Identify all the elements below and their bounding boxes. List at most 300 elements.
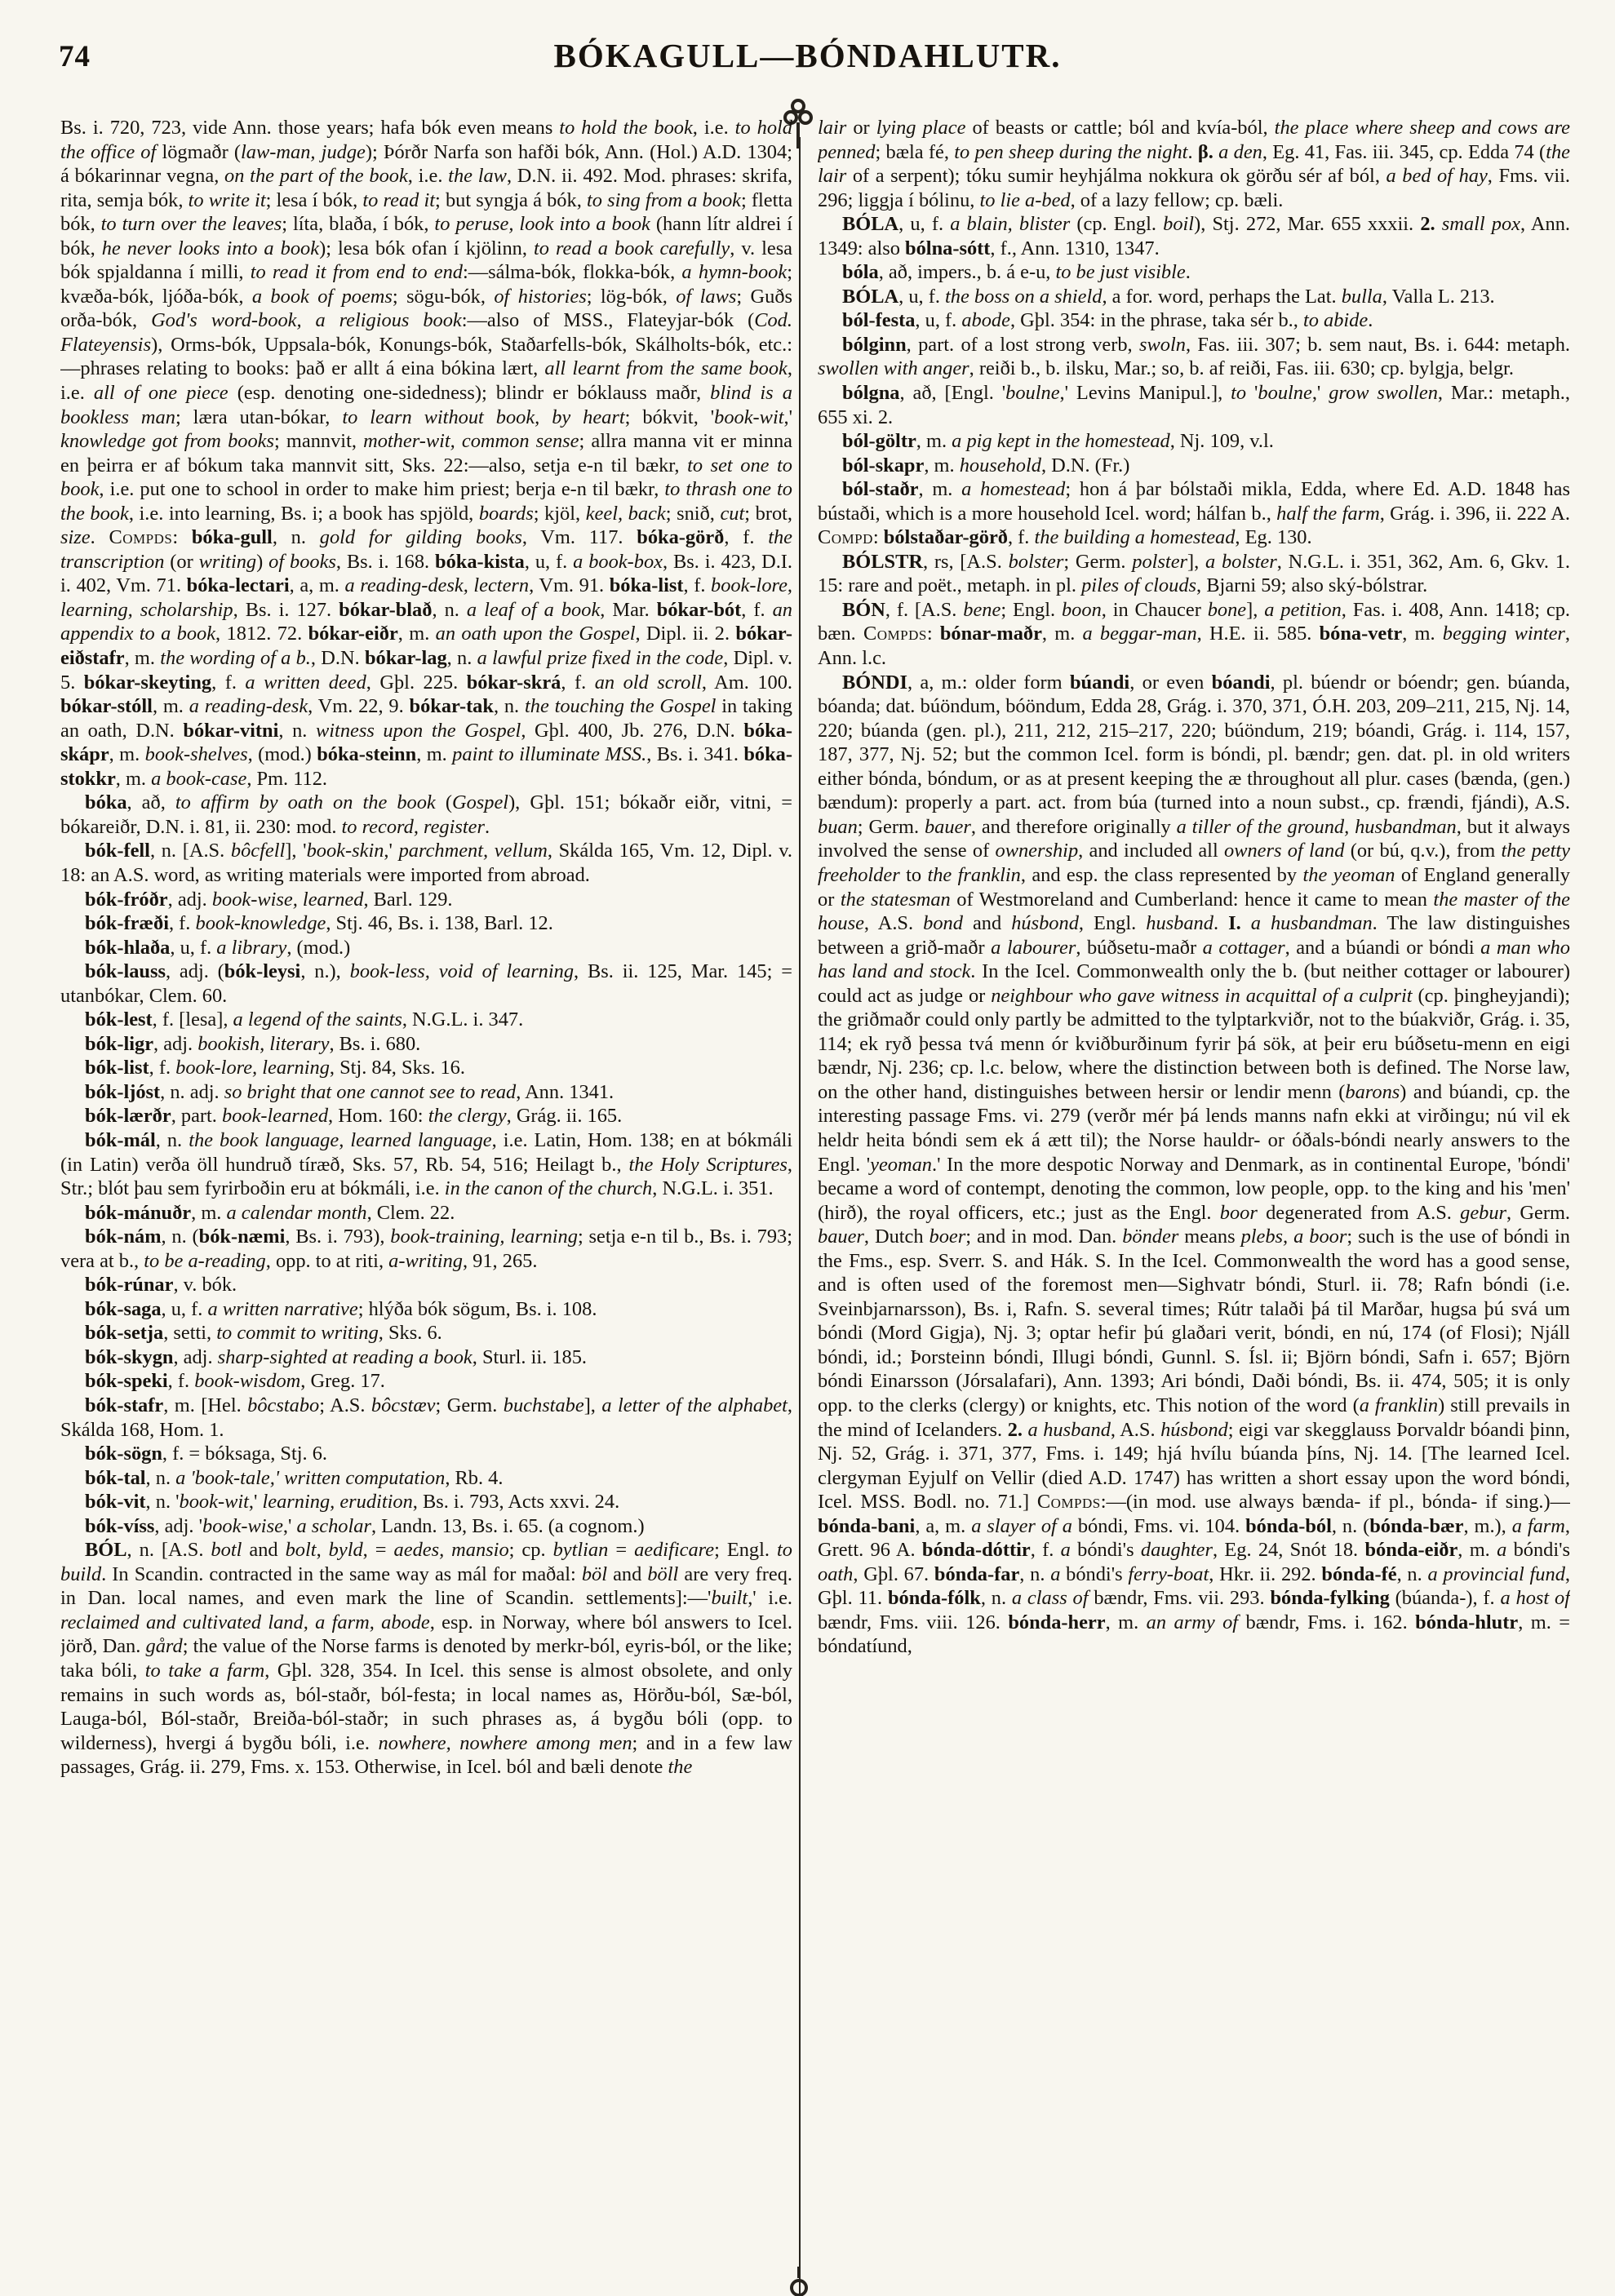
gloss-text: the Holy Scriptures [628,1153,788,1176]
headword: bónda-herr [1008,1611,1106,1633]
headword: I. [1228,912,1241,935]
entry-paragraph: bók-lærðr, part. book-learned, Hom. 160: the clergy, Grág. ii. 165. [85,1105,623,1128]
entry-paragraph: bók-speki, f. book-wisdom, Greg. 17. [85,1370,385,1393]
headword: bók-fræði [85,912,169,935]
gloss-text: household [959,454,1041,476]
entry-paragraph: BÓN, f. [A.S. bene; Engl. boon, in Chaucer bone], a petition, Fas. i. 408, Ann. 1418; cp. bæn. Compds: bónar-maðr, m. a beggar-man, H.E. ii. 585. bóna-vetr, m. begging winter, Ann. l.c. [818,598,1570,670]
gloss-text: a hymn-book [681,261,788,284]
gloss-text: keel, back [585,502,666,525]
gloss-text: a [1497,1539,1507,1562]
entry-paragraph: ból-festa, u, f. abode, Gþl. 354: in the phrase, taka sér b., to abide. [842,309,1373,332]
gloss-text: mother-wit, common sense [363,430,579,453]
headword: ból-skapr [842,454,925,476]
gloss-text: of laws [676,285,737,308]
headword: bókar-bót [656,598,742,621]
gloss-text: a scholar [296,1514,371,1537]
compds-label: Compds [109,526,173,549]
gloss-text: the yeoman [1302,863,1395,886]
gloss-text: a [1060,1539,1071,1562]
gloss-text: the boss on a shield [945,285,1103,308]
compds-label: Compds [863,623,927,645]
gloss-text: grow swollen [1329,382,1438,405]
entry-paragraph: BÓLSTR, rs, [A.S. bolster; Germ. polster], a bolster, N.G.L. i. 351, 362, Am. 6, Gkv. 1. 15: rare and poët., metaph. in pl. piles of clouds, Bjarni 59; also ský-bólstrar. [818,550,1570,597]
gloss-text: the clergy [428,1105,507,1128]
gloss-text: húsbond [1160,1418,1228,1441]
headword: bókar-tak [409,695,494,718]
gloss-text: a farm [1511,1514,1565,1537]
gloss-text: bone [1207,598,1247,621]
gloss-text: on the part of the book [224,165,408,188]
entry-paragraph: bólginn, part. of a lost strong verb, swoln, Fas. iii. 307; b. sem naut, Bs. i. 644: metaph. swollen with anger, reiði b., b. ilsku, Mar.; so, b. af reiði, Fas. iii. 630; cp. bylgja, belgr. [818,333,1570,380]
gloss-text: book-wit [714,406,784,428]
gloss-text: Gospel [451,791,509,814]
gloss-text: boon [1061,598,1102,621]
gloss-text: to write it [188,188,266,211]
headword: bók-rúnar [85,1274,174,1296]
gloss-text: abode [961,309,1010,332]
gloss-text: to be just visible [1055,261,1186,284]
gloss-text: the touching the Gospel [524,695,717,718]
headword: bók-skygn [85,1345,174,1368]
gloss-text: a franklin [1359,1394,1439,1416]
gloss-text: byld [328,1539,363,1562]
entry-paragraph: bóla, að, impers., b. á e-u, to be just visible. [842,261,1191,284]
gloss-text: to read it from end to end [250,261,463,284]
gloss-text: book-wisdom [194,1370,301,1393]
gloss-text: a class of [1011,1587,1089,1610]
gloss-text: a book-box [573,550,663,573]
gloss-text: a legend of the saints [233,1008,402,1031]
gloss-text: a letter of the alphabet [601,1394,788,1416]
gloss-text: swoln [1139,333,1186,356]
gloss-text: böll [647,1562,679,1585]
gloss-text: boulne [1005,382,1060,405]
headword: bók-víss [85,1514,155,1537]
gloss-text: to [1231,382,1247,405]
headword: bók-lauss [85,960,166,983]
gloss-text: book-knowledge [195,912,326,935]
gloss-text: learning, erudition [262,1491,413,1514]
headword: bók-speki [85,1370,168,1393]
gloss-text: all of one piece [93,382,228,405]
gloss-text: an old scroll [594,671,702,694]
entry-paragraph: BÓNDI, a, m.: older form búandi, or even bóandi, pl. búendr or bóendr; gen. búanda, bóanda; dat. búöndum, bóöndum, Edda 28, Grág. i. 370, 371, Ó.H. 203, 209–211, 215, Nj. 14, 220; búanda (gen. pl.), 211, 212, 215–217, 220; búöndum, 219; bóandi, Grág. i. 114, 157, 187, 377, Nj. 52; but the common Icel. form is bóndi, pl. bændr; gen. dat. pl. in old writers either bónda, bóndum, or as at present keeping the æ throughout all plur. cases (bænda, (gen.) bændum): properly a part. act. from búa (turned into a noun subst., cp. frændi, fjándi), A.S. buan; Germ. bauer, and therefore originally a tiller of the ground, husbandman, but it always involved the sense of ownership, and included all owners of land (or bú, q.v.), from the petty freeholder to the franklin, and esp. the class represented by the yeoman of England generally or the statesman of Westmoreland and Cumberland: hence it came to mean the master of the house, A.S. bond and húsbond, Engl. husband. I. a husbandman. The law distinguishes between a grið-maðr a labourer, búðsetu-maðr a cottager, and a búandi or bóndi a man who has land and stock. In the Icel. Commonwealth only the b. (but neither cottager or labourer) could act as judge or neighbour who gave witness in acquittal of a culprit (cp. þingheyjandi); the griðmaðr could only partly be admitted to the tylptarkviðr, not to the búakviðr, Grág. i. 35, 114; ek ryð þessa tvá menn ór kviðburðinum fyrir þá sök, at þeir eru búðsetu-menn en eigi bændr, Nj. 236; cp. l.c. below, where the distinction between both is defined. The Norse law, on the other hand, distinguishes between hersir or lendir menn (barons) and búandi, cp. the interesting passage Fms. vi. 279 (verðr mér þá lends manns nafn ekki at virðingu; nú vil ek heldr heita bóndi sem ek á ætt til); the Norse hauldr- or óðals-bóndi nearly answers to the Engl. 'yeoman.' In the more despotic Norway and Denmark, as in continental Europe, 'bóndi' became a word of contempt, denoting the common, low people, opp. to the king and his 'men' (hirð), the royal officers, etc.; just as the Engl. boor degenerated from A.S. gebur, Germ. bauer, Dutch boer; and in mod. Dan. bönder means plebs, a boor; such is the use of bóndi in the Fms., esp. Sverr. S. and Hák. S. In the Icel. Commonwealth the word has a good sense, and is often used of the foremost men—Sighvatr bóndi, Sturl. ii. 78; Rafn bóndi (i.e. Sveinbjarnarsson), Bs. i, Rafn. S. several times; Rútr talaði þá til Marðar, hugsa þú svá um bóndi (Mord Gigja), Nj. 3; optar hefir þú glaðari verit, bóndi, en nú, 174 (of Flosi); Njáll bóndi, id.; Þorsteinn bóndi, Illugi bóndi, Gunnl. S. Ísl. ii; Björn bóndi, Safn i. 657; Björn bóndi Einarsson (Jórsalafari), Ann. 1393; Ari bóndi, Daði bóndi, Bs. ii. 474, 505; it is only opp. to the clerks (clergy) or knights, etc. This notion of the word (a franklin) still prevails in the mind of Icelanders. 2. a husband, A.S. húsbond; eigi var skegglauss Þorvaldr bóandi þinn, Nj. 52, Grág. i. 371, 377, Fms. i. 149; hjá hvílu búanda þíns, Nj. 14. [The learned Icel. clergyman Eyjulf on Vellir (died A.D. 1747) has written a short essay upon the word bóndi, Icel. MSS. Bodl. no. 71.] Compds:—(in mod. use always bænda- if pl., bónda- if sing.)—bónda-bani, a, m. a slayer of a bóndi, Fms. vi. 104. bónda-ból, n. (bónda-bær, m.), a farm, Grett. 96 A. bónda-dóttir, f. a bóndi's daughter, Eg. 24, Snót 18. bónda-eiðr, m. a bóndi's oath, Gþl. 67. bónda-far, n. a bóndi's ferry-boat, Hkr. ii. 292. bónda-fé, n. a provincial fund, Gþl. 11. bónda-fólk, n. a class of bændr, Fms. vii. 293. bónda-fylking (búanda-), f. a host of bændr, Fms. viii. 126. bónda-herr, m. an army of bændr, Fms. i. 162. bónda-hlutr, m. = bóndatíund, [818,671,1570,1658]
headword: BÓLSTR [842,550,923,573]
headword: bók-ligr [85,1032,154,1055]
gloss-text: the statesman [840,888,951,911]
gloss-text: to set one to book [60,454,792,501]
headword: bónda-bær [1369,1514,1464,1537]
entry-paragraph: bóka, að, to affirm by oath on the book (Gospel), Gþl. 151; bókaðr eiðr, vitni, = bókareiðr, D.N. i. 81, ii. 230: mod. to record, register. [60,791,792,838]
entry-paragraph: ból-göltr, m. a pig kept in the homestead, Nj. 109, v.l. [842,430,1274,453]
gloss-text: to lie a-bed [979,188,1071,211]
gloss-text: a tiller of the ground, husbandman [1176,815,1457,838]
gloss-text: a homestead [961,478,1066,501]
headword: bók-fróðr [85,888,168,911]
gloss-text: a bolster [1205,550,1277,573]
entry-paragraph: bók-fróðr, adj. book-wise, learned, Barl. 129. [85,888,453,911]
gloss-text: a man who has land and stock [818,936,1570,983]
entry-paragraph: BÓLA, u, f. the boss on a shield, a for. word, perhaps the Lat. bulla, Valla L. 213. [842,285,1495,308]
gloss-text: to read it [362,188,436,211]
entry-paragraph: bók-ligr, adj. bookish, literary, Bs. i. 680. [85,1032,421,1055]
gloss-text: a book of poems [251,285,393,308]
gloss-text: book-learned [222,1105,329,1128]
headword: bóka-görð [637,526,725,549]
gloss-text: begging winter [1442,623,1565,645]
gloss-text: book-shelves [144,743,248,766]
headword: bóka-list [609,574,684,597]
gloss-text: lying place [876,117,966,139]
gloss-text: husband [1146,912,1213,935]
headword: bónda-far [934,1562,1020,1585]
headword: bóka [85,791,127,814]
gloss-text: the building a homestead [1034,526,1236,549]
gloss-text: the law [448,165,507,188]
headword: 2. [1007,1418,1023,1441]
headword: bók-ljóst [85,1080,161,1103]
gloss-text: boards [478,502,534,525]
gloss-text: swollen with anger [818,357,969,380]
gloss-text: a slayer of a [971,1514,1072,1537]
gloss-text: aedificare [634,1539,715,1562]
entry-paragraph: bók-nám, n. (bók-næmi, Bs. i. 793), book-training, learning; setja e-n til b., Bs. i. 793; vera at b., to be a-reading, opp. to at riti, a-writing, 91, 265. [60,1226,792,1272]
headword: bólstaðar-görð [883,526,1008,549]
gloss-text: a leaf of a book [466,598,601,621]
gloss-text: to be a-reading [144,1249,266,1272]
gloss-text: bene [963,598,1001,621]
gloss-text: a provincial fund [1427,1562,1565,1585]
gloss-text: a host of [1500,1587,1570,1610]
entry-paragraph: bók-vit, n. 'book-wit,' learning, erudition, Bs. i. 793, Acts xxvi. 24. [85,1491,620,1514]
gloss-text: a bed of hay [1386,165,1488,188]
entry-paragraph: bók-rúnar, v. bók. [85,1274,237,1296]
headword: bók-setja [85,1322,164,1345]
gloss-text: bôcstæv [370,1394,436,1416]
gloss-text: of histories [494,285,587,308]
gloss-text: to pen sheep during the night [954,140,1188,163]
headword: β. [1197,140,1213,163]
gloss-text: to hold the office of [60,117,792,163]
gloss-text: to sing from a book [586,188,741,211]
headword: bónar-maðr [939,623,1042,645]
page-number: 74 [59,40,91,73]
gloss-text: bôcstabo [247,1394,320,1416]
headword: bók-mál [85,1128,156,1151]
compds-label: Compds [1036,1491,1101,1514]
gloss-text: to take a farm [144,1660,265,1682]
headword: bónda-fé [1321,1562,1397,1585]
entry-paragraph: BÓLA, u, f. a blain, blister (cp. Engl. boil), Stj. 272, Mar. 655 xxxii. 2. small pox, Ann. 1349: also bólna-sótt, f., Ann. 1310, 1347. [818,213,1570,259]
headword: bóla [842,261,879,284]
gloss-text: to affirm by oath on the book [175,791,436,814]
column-divider-rule [799,137,801,2296]
gloss-text: nowhere, nowhere among men [378,1731,632,1754]
headword: bónda-fólk [887,1587,981,1610]
gloss-text: built [711,1587,748,1610]
entry-paragraph: bók-hlaða, u, f. a library, (mod.) [85,936,351,959]
gloss-text: neighbour who gave witness in acquittal of a culprit [991,984,1413,1007]
gloss-text: yeoman [870,1153,932,1176]
headword: bóka-steinn [317,743,417,766]
gloss-text: to learn without book, by heart [342,406,625,428]
gloss-text: to commit to writing [216,1322,379,1345]
gloss-text: a library [216,936,287,959]
entry-paragraph: bók-skygn, adj. sharp-sighted at reading a book, Sturl. ii. 185. [85,1345,588,1368]
gloss-text: bulla [1341,285,1382,308]
gloss-text: book-wise, learned [211,888,364,911]
gloss-text: botl [211,1539,242,1562]
headword: bók-hlaða [85,936,171,959]
gloss-text: buchstabe [503,1394,584,1416]
gloss-text: gebur [1460,1201,1507,1224]
headword: bókar-stóll [60,695,153,718]
gloss-text: book-lore, learning [175,1057,330,1079]
gloss-text: a [1050,1562,1061,1585]
gloss-text: an oath upon the Gospel [435,623,636,645]
gloss-text: boulne [1258,382,1312,405]
entry-paragraph: ból-skapr, m. household, D.N. (Fr.) [842,454,1130,476]
gloss-text: bolt [285,1539,317,1562]
entry-paragraph: BÓL, n. [A.S. botl and bolt, byld, = aedes, mansio; cp. bytlian = aedificare; Engl. to build. In Scandin. contracted in the same way as mál for maðal: böl and böll are very freq. in Dan. local names, and even mark the line of Scandin. settlements]:—'built,' i.e. reclaimed and cultivated land, a farm, abode, esp. in Norway, where ból answers to Icel. jörð, Dan. gård; the value of the Norse farms is denoted by merkr-ból, eyris-ból, or the like; taka bóli, to take a farm, Gþl. 328, 354. In Icel. this sense is almost obsolete, and only remains in such words as, ból-staðr, ból-festa; in local names as, Hörðu-ból, Sæ-ból, Lauga-ból, Ból-staðr, Breiða-ból-staðr; in such phrases as, á bygðu bóli (opp. to wilderness), hvergi á bygðu bóli, i.e. nowhere, nowhere among men; and in a few law passages, Grág. ii. 279, Fms. x. 153. Otherwise, in Icel. ból and bæli denote the [60,1539,792,1779]
column-left [60,116,792,2293]
gloss-text: cut [720,502,745,525]
headword: bókar-blað [339,598,433,621]
entry-paragraph: bók-list, f. book-lore, learning, Stj. 84, Sks. 16. [85,1057,465,1079]
gloss-text: writing [198,550,257,573]
gloss-text: so bright that one cannot see to read [224,1080,517,1103]
gloss-text: reclaimed and cultivated land, a farm, abode [60,1611,430,1633]
gloss-text: God's word-book, a religious book [151,309,462,332]
entry-paragraph: bók-sögn, f. = bóksaga, Stj. 6. [85,1443,327,1465]
headword: bók-mánuðr [85,1201,192,1224]
entry-paragraph: bók-tal, n. a 'book-tale,' written computation, Rb. 4. [85,1466,504,1489]
gloss-text: a reading-desk [189,695,308,718]
gloss-text: the master of the house [818,888,1570,935]
gloss-text: bauer [818,1226,864,1248]
gloss-text: parchment, vellum [398,840,548,862]
gloss-text: Cod. Flateyensis [60,309,792,356]
gloss-text: in the canon of the church [444,1177,653,1200]
gloss-text: buan [818,815,858,838]
gloss-text: all learnt from the same book [544,357,788,380]
gloss-text: the petty freeholder [818,840,1570,886]
gloss-text: a lawful prize fixed in the code [477,647,724,670]
gloss-text: a husband [1027,1418,1111,1441]
headword: bóka-lectari [186,574,290,597]
gloss-text: to abide [1302,309,1369,332]
gloss-text: húsbond [1011,912,1079,935]
entry-paragraph: bók-setja, setti, to commit to writing, Sks. 6. [85,1322,442,1345]
gloss-text: the franklin [927,863,1021,886]
headword: bónda-dóttir [921,1539,1031,1562]
gloss-text: a reading-desk, lectern [344,574,530,597]
gloss-text: a den [1218,140,1262,163]
gloss-text: small pox [1441,213,1520,236]
headword: bók-nám [85,1226,162,1248]
gloss-text: bauer [924,815,971,838]
gloss-text: book-less, void of learning [349,960,575,983]
headword: bók-fell [85,840,150,862]
gloss-text: ferry-boat [1128,1562,1209,1585]
headword: bólginn [842,333,907,356]
gloss-text: gård [145,1635,183,1658]
gloss-text: of books [268,550,336,573]
gloss-text: boer [929,1226,966,1248]
headword: BÓNDI [842,671,907,694]
gloss-text: to peruse, look into a book [434,213,650,236]
headword: bók-lærðr [85,1105,171,1128]
headword: bóka-stokkr [60,743,792,790]
gloss-text: a blain, blister [950,213,1071,236]
gloss-text: a book-case [151,767,247,790]
gloss-text: an army of [1146,1611,1239,1633]
entry-paragraph: lair or lying place of beasts or cattle; ból and kvía-ból, the place where sheep and cows are penned; bæla fé, to pen sheep during the night. β. a den, Eg. 41, Fas. iii. 345, cp. Edda 74 (the lair of a serpent); tóku sumir heyhjálma nokkura ok görðu sér af ból, a bed of hay, Fms. vii. 296; liggja í bólinu, to lie a-bed, of a lazy fellow; cp. bæli. [818,117,1570,211]
gloss-text: barons [1345,1080,1400,1103]
gloss-text: book-lore, learning, scholarship [60,574,792,621]
gloss-text: bôcfell [230,840,286,862]
headword: BÓL [85,1539,127,1562]
headword: bóka-skápr [60,719,792,766]
headword: bóka-gull [191,526,273,549]
headword: BÓN [842,598,885,621]
gloss-text: law-man, judge [241,140,366,163]
gloss-text: a written narrative [207,1297,358,1320]
gloss-text: bond [923,912,963,935]
gloss-text: a calendar month [226,1201,367,1224]
gloss-text: a written deed [245,671,366,694]
entry-paragraph: bók-víss, adj. 'book-wise,' a scholar, Landn. 13, Bs. i. 65. (a cognom.) [85,1514,645,1537]
headword: bók-saga [85,1297,162,1320]
gloss-text: the book language, learned language [189,1128,492,1151]
headword: bónda-hlutr [1415,1611,1519,1633]
gloss-text: plebs, a boor [1240,1226,1347,1248]
gloss-text: a petition [1264,598,1342,621]
headword: bók-næmi [198,1226,286,1248]
gloss-text: a labourer [991,936,1076,959]
headword: bóka-kista [435,550,525,573]
headword: bók-lest [85,1008,153,1031]
gloss-text: aedes, mansio [393,1539,509,1562]
gloss-text: ownership [995,840,1079,862]
gloss-text: boil [1163,213,1195,236]
entry-paragraph: bók-mánuðr, m. a calendar month, Clem. 22. [85,1201,455,1224]
gloss-text: oath [818,1562,854,1585]
entry-paragraph: bók-fræði, f. book-knowledge, Stj. 46, Bs. i. 138, Barl. 12. [85,912,553,935]
column-right [818,116,1570,2293]
gloss-text: book-training, learning [390,1226,578,1248]
headword: bókar-lag [364,647,447,670]
gloss-text: knowledge got from books [60,430,274,453]
gloss-text: to hold the book [559,117,693,139]
headword: bónda-fylking [1270,1587,1390,1610]
headword: bók-tal [85,1466,146,1489]
headword: búandi [1069,671,1130,694]
gloss-text: bönder [1122,1226,1179,1248]
gloss-text: the transcription [60,526,792,573]
headword: bókar-skrá [466,671,561,694]
headword: BÓLA [842,285,899,308]
entry-paragraph: bók-lauss, adj. (bók-leysi, n.), book-less, void of learning, Bs. ii. 125, Mar. 145; = utanbókar, Clem. 60. [60,960,792,1007]
gloss-text: a 'book-tale,' written computation [175,1466,446,1489]
gloss-text: gold for gilding books [319,526,522,549]
gloss-text: to read a book carefully [533,237,730,259]
headword: bók-stafr [85,1394,164,1416]
entry-paragraph: bók-fell, n. [A.S. bôcfell], 'book-skin,' parchment, vellum, Skálda 165, Vm. 12, Dipl. v. 18: an A.S. word, as writing materials were imported from abroad. [60,840,792,886]
headword: bóandi [1211,671,1271,694]
gloss-text: he never looks into a book [101,237,320,259]
gloss-text: a cottager [1202,936,1285,959]
headword: ból-göltr [842,430,916,453]
headword: bók-vit [85,1491,146,1514]
headword: bónda-ból [1245,1514,1332,1537]
gloss-text: to turn over the leaves [100,213,282,236]
headword: bók-sögn [85,1443,162,1465]
gloss-text: bytlian [552,1539,609,1562]
gloss-text: a-writing [388,1249,463,1272]
gloss-text: bookish, literary [197,1032,330,1055]
headword: bók-leysi [224,960,301,983]
gloss-text: book-wit [179,1491,249,1514]
gloss-text: a husbandman [1250,912,1373,935]
headword: ból-festa [842,309,916,332]
entry-paragraph: bók-ljóst, n. adj. so bright that one cannot see to read, Ann. 1341. [85,1080,614,1103]
gloss-text: the [668,1756,693,1779]
entry-paragraph: Bs. i. 720, 723, vide Ann. those years; hafa bók even means to hold the book, i.e. to hold the office of lögmaðr (law-man, judge); Þórðr Narfa son hafði bók, Ann. (Hol.) A.D. 1304; á bókarinnar vegna, on the part of the book, i.e. the law, D.N. ii. 492. Mod. phrases: skrifa, rita, semja bók, to write it; lesa í bók, to read it; but syngja á bók, to sing from a book; fletta bók, to turn over the leaves; líta, blaða, í bók, to peruse, look into a book (hann lítr aldrei í bók, he never looks into a book); lesa bók ofan í kjölinn, to read a book carefully, v. lesa bók spjaldanna í milli, to read it from end to end:—sálma-bók, flokka-bók, a hymn-book; kvæða-bók, ljóða-bók, a book of poems; sögu-bók, of histories; lög-bók, of laws; Guðs orða-bók, God's word-book, a religious book:—also of MSS., Flateyjar-bók (Cod. Flateyensis), Orms-bók, Uppsala-bók, Konungs-bók, Staðarfells-bók, Skálholts-bók, etc.:—phrases relating to books: það er allt á eina bókina lært, all learnt from the same book, i.e. all of one piece (esp. denoting one-sidedness); blindr er bóklauss maðr, blind is a bookless man; læra utan-bókar, to learn without book, by heart; bókvit, 'book-wit,' knowledge got from books; mannvit, mother-wit, common sense; allra manna vit er minna en þeirra er af bókum taka mannvit sitt, Sks. 22:—also, setja e-n til bækr, to set one to book, i.e. put one to school in order to make him priest; berja e-n til bækr, to thrash one to the book, i.e. into learning, Bs. i; a book has spjöld, boards; kjöl, keel, back; snið, cut; brot, size. Compds: bóka-gull, n. gold for gilding books, Vm. 117. bóka-görð, f. the transcription (or writing) of books, Bs. i. 168. bóka-kista, u, f. a book-box, Bs. i. 423, D.I. i. 402, Vm. 71. bóka-lectari, a, m. a reading-desk, lectern, Vm. 91. bóka-list, f. book-lore, learning, scholarship, Bs. i. 127. bókar-blað, n. a leaf of a book, Mar. bókar-bót, f. an appendix to a book, 1812. 72. bókar-eiðr, m. an oath upon the Gospel, Dipl. ii. 2. bókar-eiðstafr, m. the wording of a b., D.N. bókar-lag, n. a lawful prize fixed in the code, Dipl. v. 5. bókar-skeyting, f. a written deed, Gþl. 225. bókar-skrá, f. an old scroll, Am. 100. bókar-stóll, m. a reading-desk, Vm. 22, 9. bókar-tak, n. the touching the Gospel in taking an oath, D.N. bókar-vitni, n. witness upon the Gospel, Gþl. 400, Jb. 276, D.N. bóka-skápr, m. book-shelves, (mod.) bóka-steinn, m. paint to illuminate MSS., Bs. i. 341. bóka-stokkr, m. a book-case, Pm. 112. [60,117,792,790]
gloss-text: to record, register [341,815,485,838]
headword: bólgna [842,382,900,405]
entry-paragraph: bók-saga, u, f. a written narrative; hlýða bók sögum, Bs. i. 108. [85,1297,597,1320]
headword: bókar-eiðstafr [60,623,792,670]
gloss-text: the place where sheep and cows are penned [818,117,1570,163]
entry-paragraph: bók-stafr, m. [Hel. bôcstabo; A.S. bôcstæv; Germ. buchstabe], a letter of the alphabet, Skálda 168, Hom. 1. [60,1394,792,1441]
gloss-text: a beggar-man [1082,623,1197,645]
gloss-text: boor [1219,1201,1258,1224]
gloss-text: book-wise [202,1514,283,1537]
gloss-text: to build [60,1539,792,1585]
gloss-text: owners of land [1224,840,1345,862]
gloss-text: the lair [818,140,1570,188]
headword: bóna-vetr [1319,623,1403,645]
headword: ból-staðr [842,478,919,501]
gloss-text: to thrash one to the book [60,478,792,525]
gloss-text: blind is a bookless man [60,382,792,428]
headword: bónda-bani [818,1514,916,1537]
gloss-text: sharp-sighted at reading a book [217,1345,473,1368]
headword: BÓLA [842,213,899,236]
gloss-text: the wording of a b. [160,647,311,670]
gloss-text: böl [581,1562,607,1585]
headword: bókar-eiðr [308,623,398,645]
gloss-text: lair [818,117,847,139]
gloss-text: a pig kept in the homestead [952,430,1170,453]
gloss-text: witness upon the Gospel [316,719,521,742]
gloss-text: an appendix to a book [60,598,792,645]
headword: bókar-skeyting [83,671,212,694]
headword: bók-list [85,1057,149,1079]
headword: bólna-sótt [905,237,991,259]
gloss-text: half the farm [1276,502,1380,525]
gloss-text: daughter [1140,1539,1213,1562]
gloss-text: size [60,526,91,549]
gloss-text: piles of clouds [1081,574,1197,597]
gloss-text: paint to illuminate MSS. [452,743,647,766]
gloss-text: polster [1132,550,1188,573]
entry-paragraph: bólgna, að, [Engl. 'boulne,' Levins Manipul.], to 'boulne,' grow swollen, Mar.: metaph., 655 xi. 2. [818,382,1570,428]
entry-paragraph: bók-mál, n. the book language, learned language, i.e. Latin, Hom. 138; en at bókmáli (in Latin) verða öll hundruð tíræð, Sks. 57, Rb. 54, 516; Heilagt b., the Holy Scriptures, Str.; blót þau sem fyrirboðin eru at bókmáli, i.e. in the canon of the church, N.G.L. i. 351. [60,1128,792,1200]
entry-paragraph: ból-staðr, m. a homestead; hon á þar bólstaði mikla, Edda, where Ed. A.D. 1848 has bústaði, which is a more household Icel. word; hálfan b., half the farm, Grág. i. 396, ii. 222 A. Compd: bólstaðar-görð, f. the building a homestead, Eg. 130. [818,478,1570,549]
compds-label: Compd [818,526,873,549]
